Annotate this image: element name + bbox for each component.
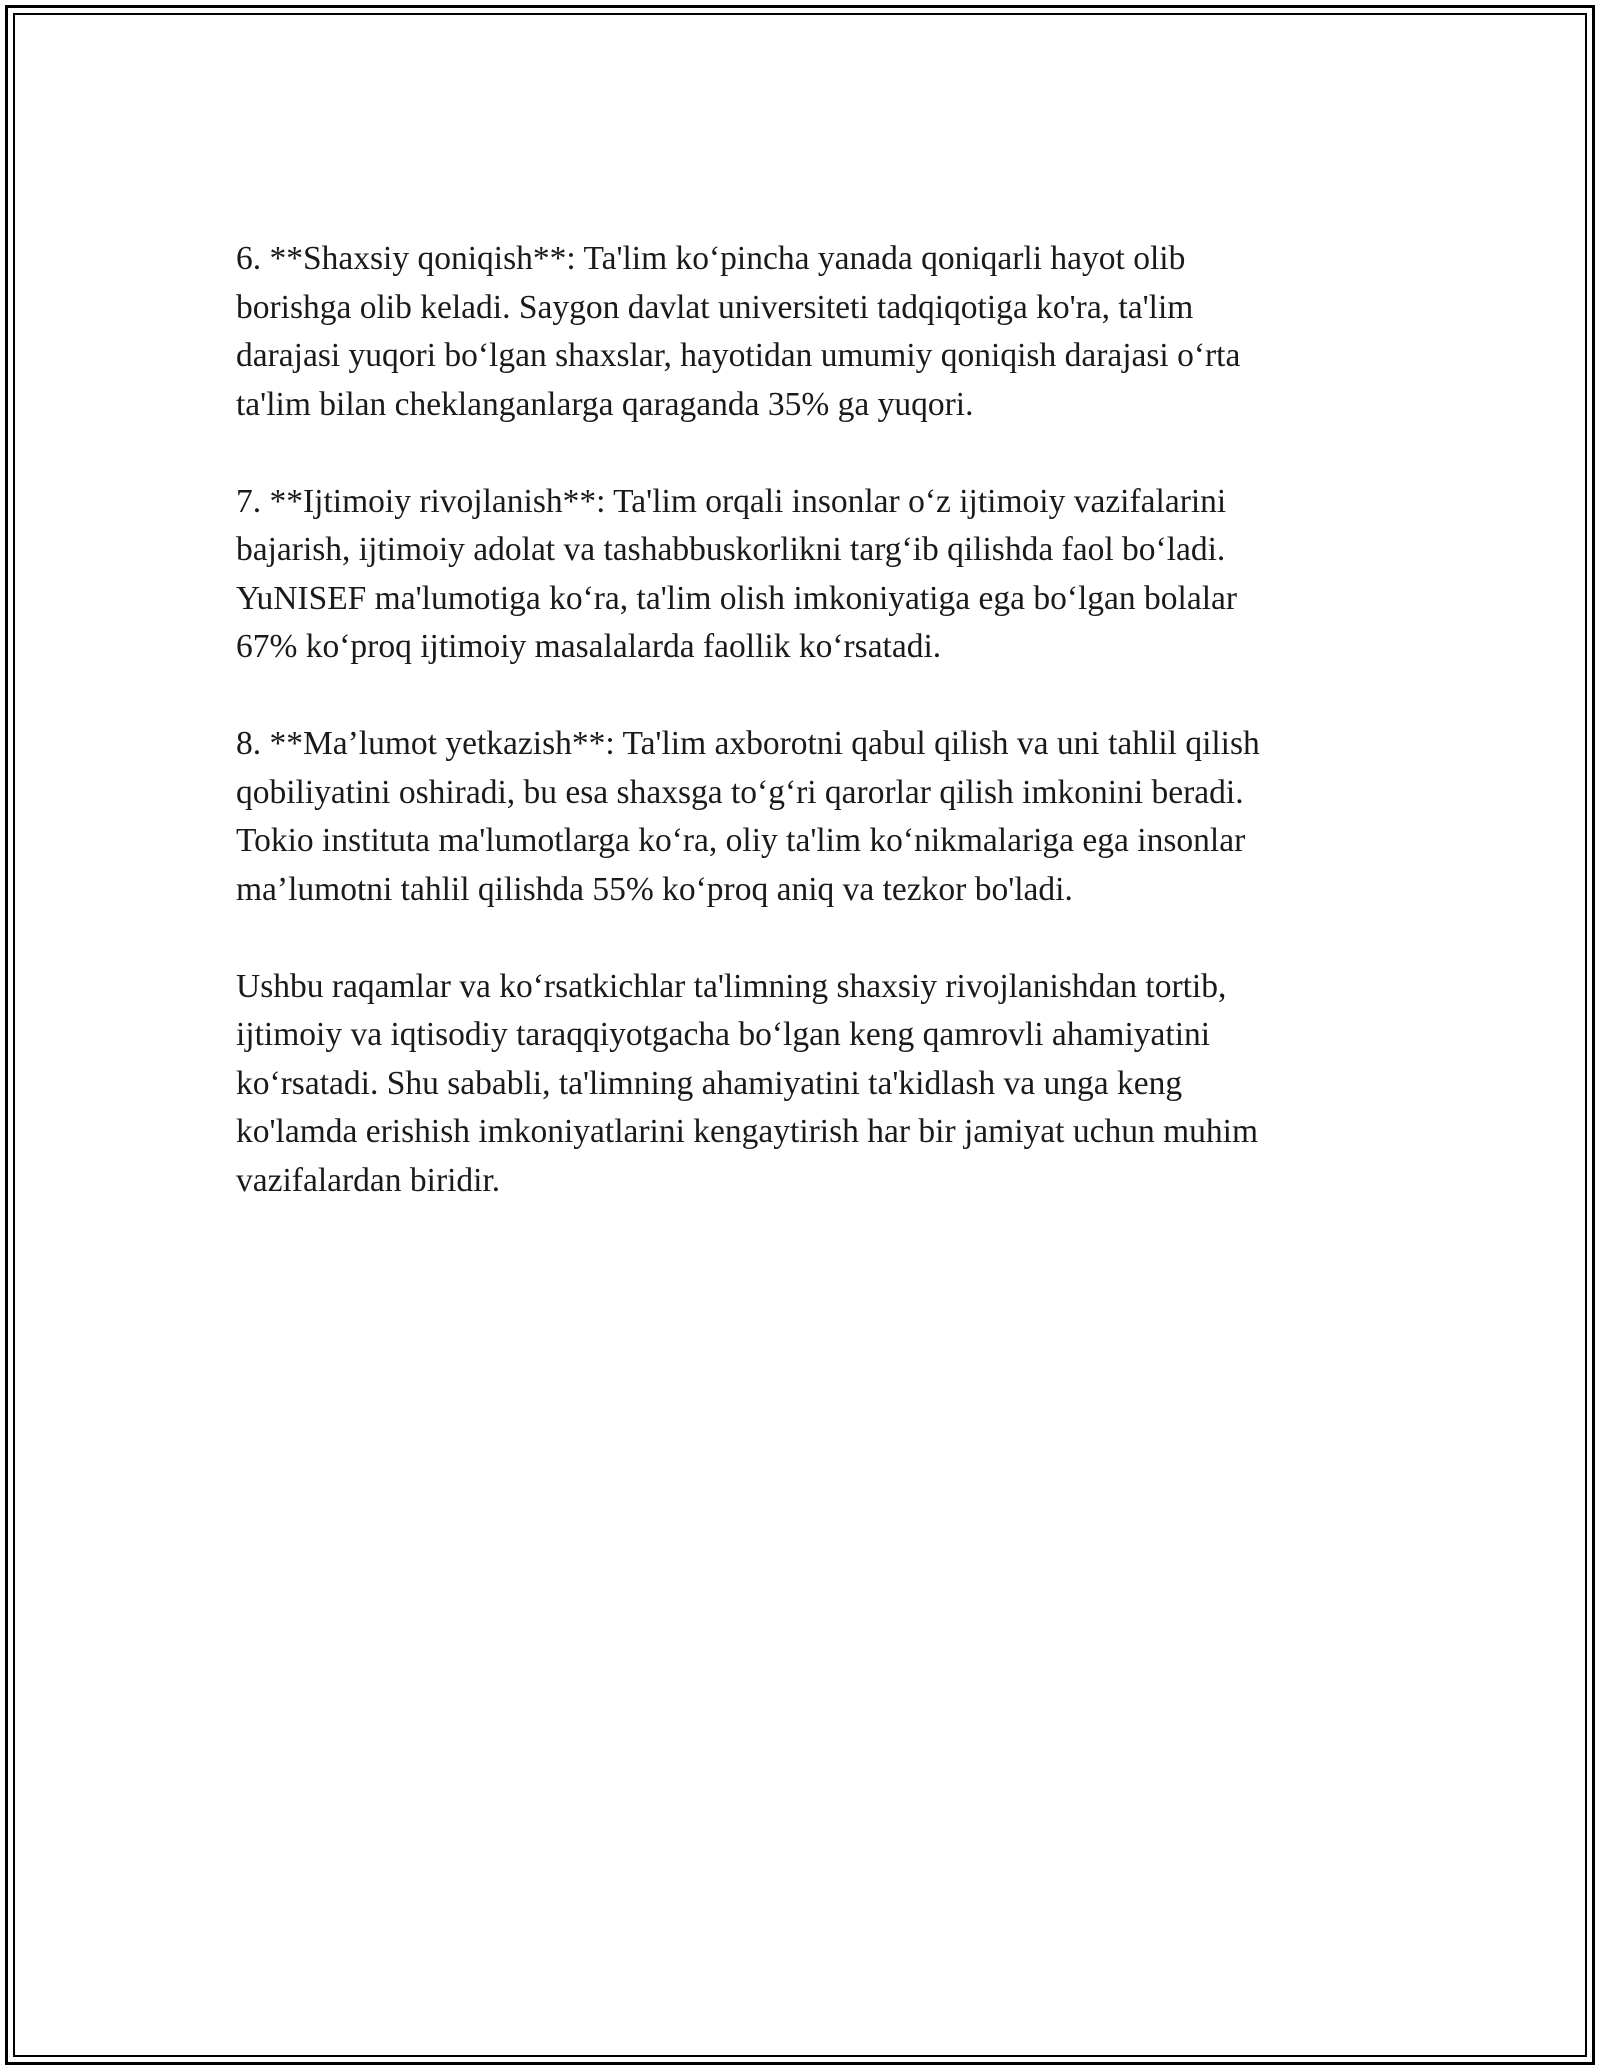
paragraph-personal-satisfaction: 6. **Shaxsiy qoniqish**: Ta'lim ko‘pincha yanada qoniqarli hayot olib borishga olib keladi. Saygon davlat universiteti tadqiqotiga ko'ra, ta'lim darajasi yuqori bo‘lgan shaxslar, hayotidan umumiy qoniqish darajasi o‘rta ta'lim bilan cheklanganlarga qaraganda 35% ga yuqori.: [236, 240, 1241, 423]
paragraph-conclusion: Ushbu raqamlar va ko‘rsatkichlar ta'limning shaxsiy rivojlanishdan tortib, ijtimoiy va iqtisodiy taraqqiyotgacha bo‘lgan keng qamrovli ahamiyatini ko‘rsatadi. Shu sababli, ta'limning ahamiyatini ta'kidlash va unga keng ko'lamda erishish imkoniyatlarini kengaytirish har bir jamiyat uchun muhim vazifalardan biridir.: [236, 967, 1258, 1199]
paragraph-social-development: 7. **Ijtimoiy rivojlanish**: Ta'lim orqali insonlar o‘z ijtimoiy vazifalarini bajarish, ijtimoiy adolat va tashabbuskorlikni targ‘ib qilishda faol bo‘ladi. YuNISEF ma'lumotiga ko‘ra, ta'lim olish imkoniyatiga ega bo‘lgan bolalar 67% ko‘proq ijtimoiy masalalarda faollik ko‘rsatadi.: [236, 482, 1238, 665]
paragraph-information-delivery: 8. **Ma’lumot yetkazish**: Ta'lim axborotni qabul qilish va uni tahlil qilish qobiliyatini oshiradi, bu esa shaxsga to‘g‘ri qarorlar qilish imkonini beradi. Tokio instituta ma'lumotlarga ko‘ra, oliy ta'lim ko‘nikmalariga ega insonlar ma’lumotni tahlil qilishda 55% ko‘proq aniq va tezkor bo'ladi.: [236, 725, 1260, 908]
document-body: [236, 235, 1386, 1254]
